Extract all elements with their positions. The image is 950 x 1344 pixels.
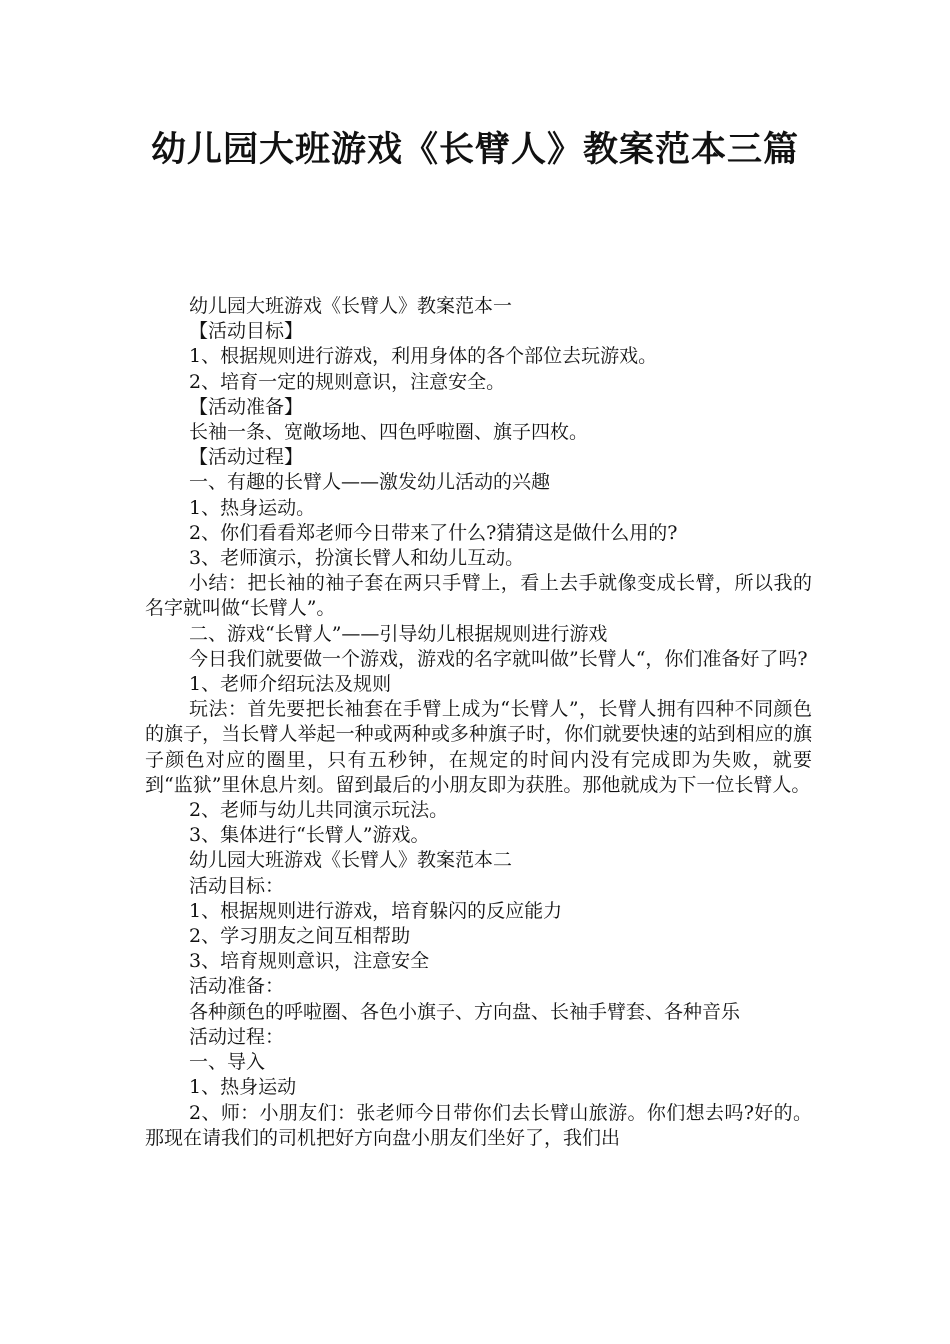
paragraph: 一、导入 (189, 1051, 266, 1074)
paragraph: 2、师：小朋友们：张老师今日带你们去长臂山旅游。你们想去吗?好的。那现在请我们的司机把好方向盘小朋友们坐好了，我们出 (145, 1101, 812, 1149)
paragraph: 二、游戏“长臂人”——引导幼儿根据规则进行游戏 (189, 622, 608, 645)
paragraph: 【活动目标】 (189, 320, 304, 343)
paragraph: 活动准备： (189, 975, 285, 998)
paragraph: 活动目标： (189, 874, 285, 897)
paragraph: 1、根据规则进行游戏，培育躲闪的反应能力 (189, 899, 563, 922)
paragraph: 各种颜色的呼啦圈、各色小旗子、方向盘、长袖手臂套、各种音乐 (189, 1000, 741, 1023)
section-heading: 幼儿园大班游戏《长臂人》教案范本一 (189, 295, 513, 317)
paragraph: 【活动过程】 (189, 446, 304, 469)
document-body (145, 294, 812, 1151)
paragraph: 2、你们看看郑老师今日带来了什么?猜猜这是做什么用的? (189, 521, 678, 544)
section-heading: 幼儿园大班游戏《长臂人》教案范本二 (189, 849, 513, 872)
paragraph: 3、老师演示，扮演长臂人和幼儿互动。 (189, 547, 525, 570)
paragraph: 【活动准备】 (189, 395, 304, 418)
paragraph: 3、培育规则意识，注意安全 (189, 950, 430, 973)
document-title: 幼儿园大班游戏《长臂人》教案范本三篇 (150, 130, 799, 170)
paragraph: 2、老师与幼儿共同演示玩法。 (189, 799, 449, 822)
paragraph: 今日我们就要做一个游戏，游戏的名字就叫做”长臂人“，你们准备好了吗? (189, 647, 808, 670)
paragraph: 1、热身运动 (189, 1076, 297, 1099)
paragraph: 3、集体进行“长臂人”游戏。 (189, 824, 430, 847)
paragraph: 活动过程： (189, 1025, 285, 1048)
paragraph: 2、学习朋友之间互相帮助 (189, 925, 411, 948)
paragraph: 小结：把长袖的袖子套在两只手臂上，看上去手就像变成长臂，所以我的名字就叫做“长臂人”。 (145, 572, 812, 620)
paragraph: 一、有趣的长臂人——激发幼儿活动的兴趣 (189, 471, 551, 494)
paragraph: 长袖一条、宽敞场地、四色呼啦圈、旗子四枚。 (189, 421, 589, 444)
paragraph: 玩法：首先要把长袖套在手臂上成为“长臂人”，长臂人拥有四种不同颜色的旗子，当长臂人举起一种或两种或多种旗子时，你们就要快速的站到相应的旗子颜色对应的圈里，只有五秒钟，在规定的时间内没有完成即为失败，就要到“监狱”里休息片刻。留到最后的小朋友即为获胜。那他就成为下一位长臂人。 (145, 698, 812, 796)
paragraph: 1、根据规则进行游戏，利用身体的各个部位去玩游戏。 (189, 345, 658, 368)
paragraph: 2、培育一定的规则意识，注意安全。 (189, 370, 506, 393)
paragraph: 1、热身运动。 (189, 496, 316, 519)
paragraph: 1、老师介绍玩法及规则 (189, 673, 392, 696)
